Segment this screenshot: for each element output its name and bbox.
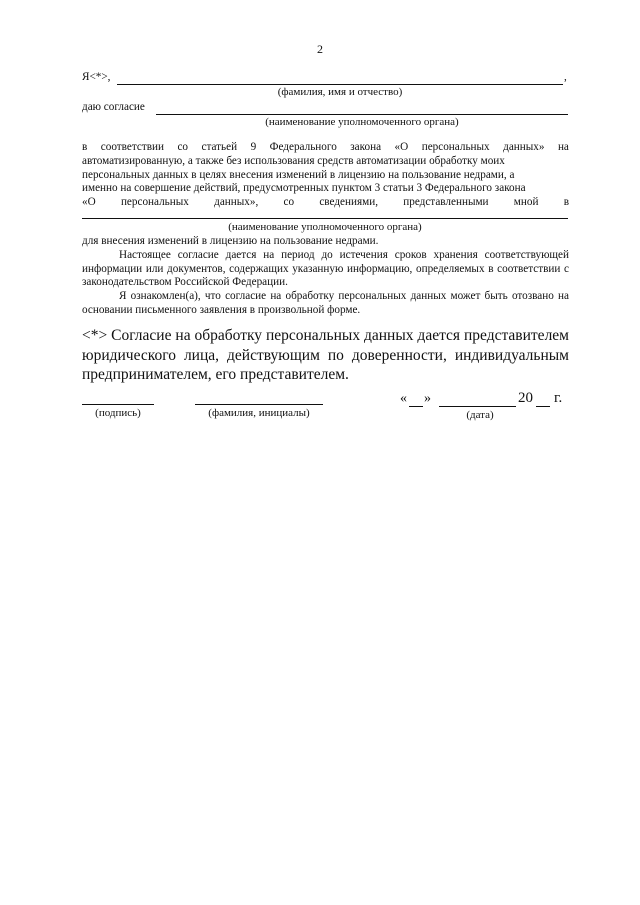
revocation-paragraph: Я ознакомлен(а), что согласие на обработку персональных данных может быть отозвано на основании письменного заявления в произвольной форме.: [82, 290, 569, 316]
date-quote-close: »: [424, 391, 431, 406]
page-number: 2: [317, 42, 323, 56]
paragraph-word: данных»: [503, 141, 545, 153]
initials-line: [195, 392, 323, 405]
applicant-label: Я<*>,: [82, 71, 111, 83]
consent-label: даю согласие: [82, 101, 145, 113]
paragraph-word: со: [283, 196, 295, 209]
paragraph-word: 9: [250, 141, 257, 153]
paragraph-line: персональных данных в целях внесения изменений в лицензию на пользование недрами, а: [82, 168, 515, 181]
paragraph-word: представленными: [403, 196, 489, 209]
paragraph-word: Федерального: [269, 141, 337, 153]
paragraph-word: персональных: [421, 141, 490, 153]
consent-paragraph: [82, 141, 569, 210]
full-name-line-comma: ,: [564, 71, 567, 83]
paragraph-line: автоматизированную, а также без использования средств автоматизации обработку моих: [82, 154, 505, 167]
year-suffix: г.: [554, 390, 563, 406]
signature-caption: (подпись): [95, 407, 141, 419]
paragraph-word: «О: [82, 196, 96, 209]
paragraph-line: именно на совершение действий, предусмотренных пунктом 3 статьи 3 Федерального закона: [82, 182, 526, 195]
year-prefix: 20: [518, 390, 533, 406]
full-name-caption: (фамилия, имя и отчество): [277, 86, 403, 98]
footnote-text: <*> Согласие на обработку персональных данных дается представителем юридического лица, действующим по доверенности, индивидуальным предпринимателем, его представителем.: [82, 327, 569, 383]
paragraph-word: соответствии: [100, 141, 164, 153]
date-caption: (дата): [466, 409, 494, 421]
paragraph-word: в: [563, 196, 569, 209]
signature-line: [82, 392, 154, 405]
year-line: [536, 392, 550, 407]
paragraph-end: [82, 235, 569, 318]
organ-caption: (наименование уполномоченного органа): [265, 116, 459, 128]
initials-caption: (фамилия, инициалы): [208, 407, 310, 419]
paragraph-word: на: [557, 141, 569, 153]
paragraph-word: персональных: [120, 196, 189, 209]
paragraph-word: статьей: [201, 141, 238, 153]
paragraph-word: в: [82, 141, 88, 153]
paragraph-word: со: [177, 141, 189, 153]
paragraph-line: [82, 141, 569, 155]
date-quote-open: «: [400, 391, 407, 406]
full-name-line: [117, 72, 563, 85]
paragraph-word: сведениями,: [319, 196, 378, 209]
organ-line: [156, 102, 568, 115]
paragraph-word: данных»,: [214, 196, 259, 209]
organ-line-2: [82, 208, 568, 219]
paragraph-word: закона: [350, 141, 382, 153]
month-line: [439, 392, 516, 407]
paragraph-word: мной: [513, 196, 539, 209]
organ-caption-2: (наименование уполномоченного органа): [228, 221, 422, 233]
day-line: [409, 392, 423, 407]
validity-paragraph: Настоящее согласие дается на период до истечения сроков хранения соответствующей информации или документов, содержащих указанную информацию, определяемых в соответствии с законодательством Российской Федерации.: [82, 248, 569, 289]
purpose-text: для внесения изменений в лицензию на пользование недрами.: [82, 235, 379, 247]
paragraph-word: «О: [394, 141, 409, 153]
